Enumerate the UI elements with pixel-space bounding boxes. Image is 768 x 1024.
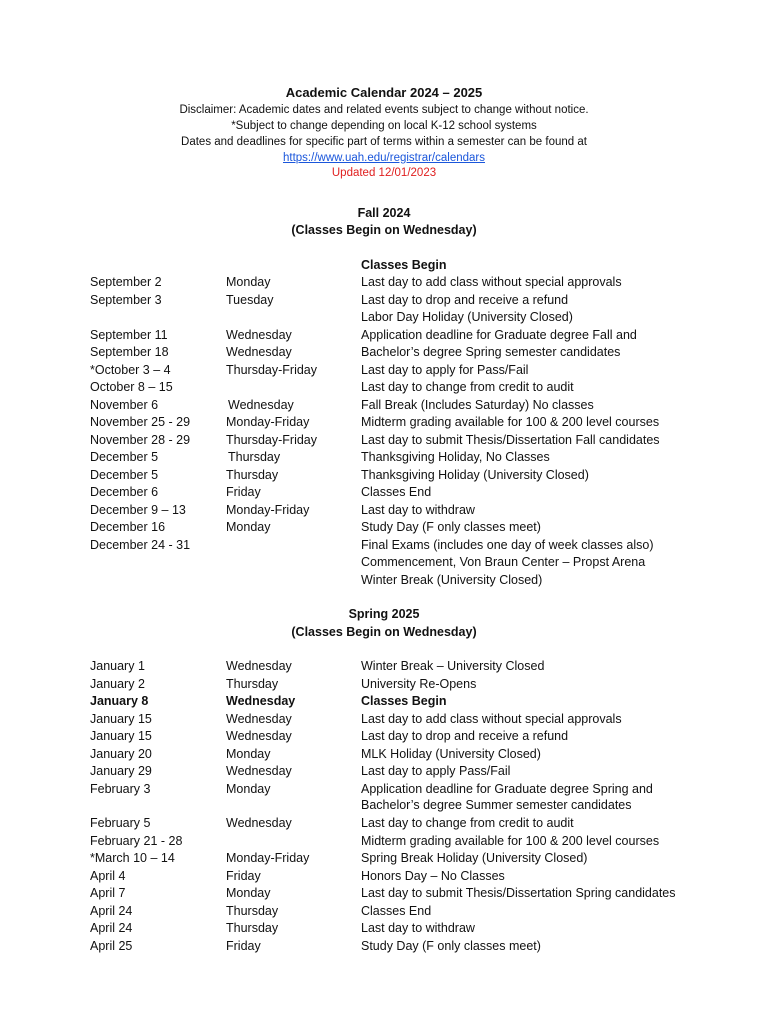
spring-event: Application deadline for Graduate degree Spring and [361, 781, 653, 796]
spring-day: Thursday [226, 921, 279, 935]
fall-event: Last day to withdraw [361, 502, 475, 517]
fall-day: Thursday [226, 467, 279, 482]
spring-date: April 24 [90, 903, 133, 918]
disclaimer-text: Disclaimer: Academic dates and related events subject to change without notice. [179, 104, 589, 116]
spring-row [0, 815, 768, 832]
fall-event: Thanksgiving Holiday, No Classes [361, 450, 550, 464]
fall-event: Last day to submit Thesis/Dissertation Fall candidates [361, 432, 660, 447]
calendar-link-line [0, 151, 768, 167]
spring-date: January 20 [90, 746, 152, 761]
spring-event: Bachelor’s degree Summer semester candidates [361, 798, 632, 812]
fall-date: September 2 [90, 275, 162, 289]
fall-day: Monday [226, 520, 271, 534]
spring-day: Wednesday [226, 711, 292, 726]
spring-row [0, 903, 768, 920]
spring-event: Midterm grading available for 100 & 200 level courses [361, 833, 660, 848]
fall-day: Wednesday [226, 345, 292, 359]
spring-date: February 21 - 28 [90, 833, 183, 848]
spring-row [0, 833, 768, 850]
spring-day: Monday [226, 781, 271, 796]
spring-date: February 5 [90, 816, 151, 830]
spring-date: April 4 [90, 868, 126, 883]
spring-date: January 15 [90, 729, 152, 743]
fall-day: Monday-Friday [226, 415, 310, 429]
spring-row [0, 868, 768, 885]
spring-row [0, 711, 768, 728]
spring-date: April 25 [90, 938, 133, 953]
fall-event: Midterm grading available for 100 & 200 level courses [361, 415, 660, 429]
spring-date: January 1 [90, 659, 145, 673]
fall-date: September 11 [90, 327, 168, 342]
spring-event: Honors Day – No Classes [361, 868, 505, 883]
spring-row [0, 746, 768, 763]
spring-row [0, 658, 768, 675]
spring-row [0, 938, 768, 955]
spring-date: January 15 [90, 711, 152, 726]
spring-date: January 29 [90, 764, 152, 778]
updated-date: Updated 12/01/2023 [331, 167, 437, 179]
fall-date: December 5 [90, 450, 159, 464]
spring-event: Last day to submit Thesis/Dissertation Spring candidates [361, 886, 676, 900]
fall-event: Last day to apply for Pass/Fail [361, 362, 529, 377]
spring-day: Monday [226, 746, 271, 761]
spring-event: Spring Break Holiday (University Closed) [361, 851, 588, 865]
fall-date: November 6 [90, 397, 159, 412]
calendar-link[interactable]: https://www.uah.edu/registrar/calendars [283, 152, 485, 164]
spring-event: Winter Break – University Closed [361, 659, 545, 673]
spring-day: Friday [226, 868, 261, 883]
spring-event: Last day to withdraw [361, 921, 475, 935]
fall-title: Fall 2024 [357, 206, 411, 220]
spring-row [0, 763, 768, 780]
spring-date: *March 10 – 14 [90, 851, 175, 865]
fall-event: Last day to drop and receive a refund [361, 292, 569, 307]
fall-day: Tuesday [226, 292, 274, 307]
spring-event: MLK Holiday (University Closed) [361, 746, 541, 761]
fall-date: December 9 – 13 [90, 502, 186, 517]
fall-day: Friday [226, 485, 261, 499]
spring-date: January 8 [90, 694, 149, 708]
deadlines-note: Dates and deadlines for specific part of terms within a semester can be found at [181, 136, 587, 148]
spring-day: Friday [226, 938, 261, 953]
spring-event: Study Day (F only classes meet) [361, 938, 541, 953]
spring-row [0, 797, 768, 814]
spring-day: Thursday [226, 676, 279, 691]
fall-event: Application deadline for Graduate degree Fall and [361, 327, 637, 342]
fall-date: December 5 [90, 467, 159, 482]
fall-event: Classes End [361, 485, 432, 499]
spring-event: Last day to drop and receive a refund [361, 729, 569, 743]
spring-day: Wednesday [226, 694, 296, 708]
spring-event: Last day to add class without special approvals [361, 711, 622, 726]
fall-event: Winter Break (University Closed) [361, 572, 543, 587]
spring-event: Last day to apply Pass/Fail [361, 764, 511, 778]
fall-day: Thursday-Friday [226, 362, 317, 377]
fall-date: December 6 [90, 485, 159, 499]
fall-subtitle: (Classes Begin on Wednesday) [291, 223, 477, 237]
spring-date: April 7 [90, 886, 126, 900]
spring-subtitle: (Classes Begin on Wednesday) [291, 625, 477, 639]
spring-day: Wednesday [226, 816, 292, 830]
fall-event: Last day to change from credit to audit [361, 380, 574, 394]
spring-row [0, 850, 768, 867]
fall-date: *October 3 – 4 [90, 362, 171, 377]
fall-event: Final Exams (includes one day of week classes also) [361, 537, 654, 552]
spring-date: February 3 [90, 781, 151, 796]
fall-event: Commencement, Von Braun Center – Propst Arena [361, 555, 646, 569]
fall-date: October 8 – 15 [90, 380, 173, 394]
fall-day: Thursday-Friday [226, 432, 317, 447]
spring-day: Monday [226, 886, 271, 900]
fall-date: September 3 [90, 292, 162, 307]
fall-event: Fall Break (Includes Saturday) No classes [361, 397, 594, 412]
spring-date: January 2 [90, 676, 145, 691]
fall-event: Bachelor’s degree Spring semester candidates [361, 345, 621, 359]
fall-event: Classes Begin [361, 258, 447, 272]
fall-day: Monday-Friday [226, 502, 310, 517]
fall-event: Study Day (F only classes meet) [361, 520, 541, 534]
fall-event: Labor Day Holiday (University Closed) [361, 310, 573, 324]
spring-event: Last day to change from credit to audit [361, 816, 574, 830]
fall-event: Last day to add class without special approvals [361, 275, 622, 289]
spring-row [0, 676, 768, 693]
spring-row [0, 885, 768, 902]
fall-date: December 24 - 31 [90, 537, 191, 552]
fall-day: Monday [226, 275, 271, 289]
fall-day: Wednesday [226, 327, 292, 342]
fall-date: December 16 [90, 520, 166, 534]
fall-event: Thanksgiving Holiday (University Closed) [361, 467, 589, 482]
spring-day: Wednesday [226, 764, 292, 778]
fall-day: Wednesday [228, 397, 294, 412]
k12-note: *Subject to change depending on local K-12 school systems [231, 120, 537, 132]
spring-row [0, 781, 768, 798]
fall-date: November 28 - 29 [90, 432, 191, 447]
spring-event: Classes End [361, 903, 432, 918]
spring-row [0, 728, 768, 745]
spring-day: Wednesday [226, 729, 292, 743]
spring-day: Thursday [226, 903, 279, 918]
fall-day: Thursday [228, 450, 281, 464]
spring-title: Spring 2025 [348, 607, 420, 621]
spring-date: April 24 [90, 921, 133, 935]
spring-row [0, 920, 768, 937]
spring-day: Monday-Friday [226, 851, 310, 865]
spring-event: Classes Begin [361, 694, 447, 708]
page-title: Academic Calendar 2024 – 2025 [285, 85, 483, 100]
fall-date: November 25 - 29 [90, 415, 191, 429]
spring-event: University Re-Opens [361, 676, 477, 691]
spring-row [0, 693, 768, 710]
fall-date: September 18 [90, 345, 169, 359]
spring-day: Wednesday [226, 659, 292, 673]
